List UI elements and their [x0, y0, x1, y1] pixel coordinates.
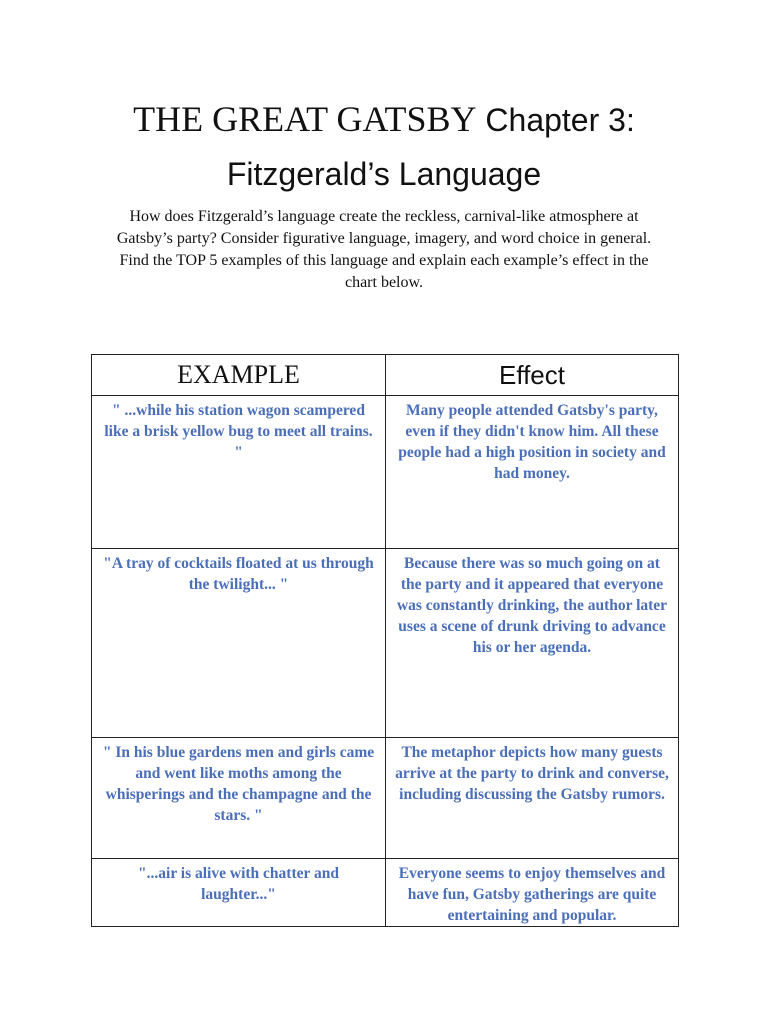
header-example: EXAMPLE [92, 355, 386, 396]
example-text: "A tray of cocktails floated at us through the twilight... " [103, 555, 374, 593]
table-row [92, 738, 679, 859]
table-header-row [92, 355, 679, 396]
document-title [0, 96, 768, 199]
table-row [92, 549, 679, 738]
example-effect-table [91, 354, 679, 927]
example-cell [92, 859, 386, 927]
example-text: " In his blue gardens men and girls came and went like moths among the whisperings and the champagne and the stars. " [102, 744, 375, 824]
effect-text: Because there was so much going on at the party and it appeared that everyone was constantly drinking, the author later uses a scene of drunk driving to advance his or her agenda. [396, 555, 668, 656]
title-book-name: THE GREAT GATSBY [133, 99, 477, 139]
effect-cell [386, 859, 679, 927]
table-row [92, 396, 679, 549]
title-line-1 [0, 96, 768, 143]
effect-cell [386, 549, 679, 738]
example-text: " ...while his station wagon scampered like a brisk yellow bug to meet all trains. " [104, 402, 373, 461]
effect-text: Everyone seems to enjoy themselves and have fun, Gatsby gatherings are quite entertaining and popular. [398, 865, 666, 924]
example-cell [92, 396, 386, 549]
effect-cell [386, 738, 679, 859]
effect-cell [386, 396, 679, 549]
example-cell [92, 738, 386, 859]
instructions-paragraph: How does Fitzgerald’s language create the reckless, carnival-like atmosphere at Gatsby’s party? Consider figurative language, imagery, and word choice in general. Find the TOP 5 examples of this language and explain each example’s effect in the chart below. [116, 208, 652, 291]
effect-text: The metaphor depicts how many guests arrive at the party to drink and converse, including discussing the Gatsby rumors. [395, 744, 669, 803]
table-row [92, 859, 679, 927]
effect-text: Many people attended Gatsby's party, even if they didn't know him. All these people had a high position in society and had money. [398, 402, 666, 482]
example-text: "...air is alive with chatter and laughter..." [138, 865, 339, 903]
title-chapter: Chapter 3: [476, 102, 635, 138]
title-line-2: Fitzgerald’s Language [226, 156, 542, 192]
example-cell [92, 549, 386, 738]
header-effect: Effect [386, 355, 679, 396]
